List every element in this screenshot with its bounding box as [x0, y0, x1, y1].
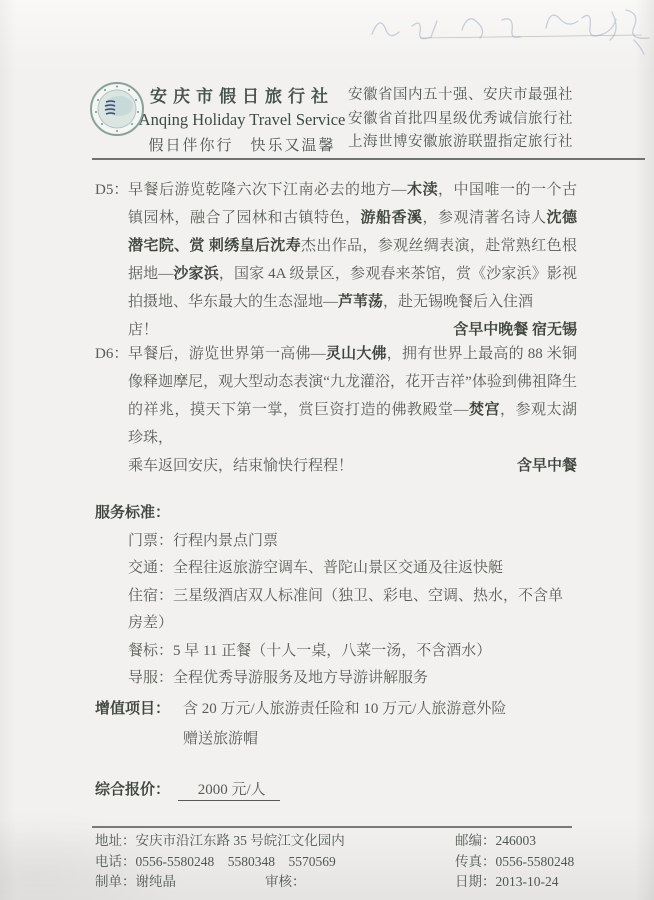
- itinerary-day-d6: [95, 340, 577, 480]
- fax-field: [455, 852, 574, 873]
- preparer-label: 制单：: [95, 874, 136, 889]
- body-text: 杰出作品，参观丝绸表演，赴常熟红色根据地—: [128, 238, 577, 282]
- address-value: 安庆市沿江东路 35 号皖江文化园内: [135, 833, 345, 848]
- highlighted-text: 木渎: [406, 182, 438, 198]
- body-text: ，赴无锡晚餐后入住酒: [383, 294, 534, 310]
- meal-note: 含早中餐: [516, 458, 577, 474]
- footer-row-address: [95, 831, 577, 852]
- value-added-label: 增值项目：: [95, 701, 171, 717]
- fax-label: 传真：: [455, 853, 496, 869]
- agency-header-block: [122, 82, 362, 155]
- day-closing-text: 乘车返回安庆，结束愉快行程程！: [128, 458, 354, 474]
- value-added-section: [95, 694, 577, 754]
- preparer-value: 谢纯晶: [135, 874, 176, 889]
- day-description: [128, 176, 577, 316]
- day-label: D5：: [95, 182, 129, 198]
- zip-label: 邮编：: [455, 833, 496, 848]
- header-divider: [92, 158, 645, 160]
- service-standards-heading: 服务标准：: [95, 505, 171, 521]
- footer-row-preparer: [95, 872, 577, 893]
- phone-label: 电话：: [95, 853, 136, 869]
- day-closing-line: [128, 452, 577, 480]
- fax-value: 0556-5580248: [495, 853, 575, 869]
- service-item: 导服：全程优秀导游服务及地方导游讲解服务: [128, 670, 429, 686]
- phone-value: 0556-5580248 5580348 5570569: [135, 853, 336, 869]
- body-text: ，参观太湖珍珠，: [128, 402, 577, 446]
- body-text: ，国家 4A 级景区，参观春来茶馆，赏《沙家浜》影视拍摄地、华东最大的生态湿地—: [128, 266, 577, 310]
- agency-name-cn: 安庆市假日旅行社: [150, 87, 334, 106]
- honor-line: 上海世博安徽旅游联盟指定旅行社: [348, 134, 573, 150]
- date-value: 2013-10-24: [495, 874, 559, 889]
- day-closing-text: 店！: [128, 322, 159, 338]
- day-description: [128, 340, 577, 452]
- highlighted-text: 焚宫: [468, 402, 500, 418]
- footer-divider: [92, 826, 572, 828]
- service-item: 门票：行程内景点门票: [128, 532, 279, 549]
- total-quote-label: 综合报价：: [95, 782, 171, 798]
- value-added-lines: [183, 694, 577, 754]
- meal-lodging-note: 含早中晚餐 宿无锡: [453, 322, 577, 338]
- service-standards-list: [95, 528, 577, 693]
- body-text: ，中国唯一的一个古镇园林，融合了园林和古镇特色，: [128, 182, 577, 226]
- highlighted-text: 游船香溪: [360, 210, 423, 226]
- day-label: D6：: [95, 346, 129, 362]
- honor-line: 安徽省首批四星级优秀诚信旅行社: [348, 110, 573, 127]
- highlighted-text: 沈德潜宅院、赏 刺绣皇后沈寿: [128, 210, 577, 254]
- honor-line: 安徽省国内五十强、安庆市最强社: [348, 87, 573, 103]
- itinerary-day-d5: [95, 176, 577, 344]
- highlighted-text: 灵山大佛: [325, 346, 387, 362]
- highlighted-text: 沙家浜: [173, 266, 219, 282]
- service-standards-section: [95, 500, 577, 693]
- zip-value: 246003: [495, 833, 536, 848]
- body-text: 早餐后，游览世界第一高佛—: [128, 346, 326, 362]
- reviewer-field: [265, 872, 306, 893]
- footer-row-phone: [95, 852, 577, 873]
- value-added-line: 含 20 万元/人旅游责任险和 10 万元/人旅游意外险: [183, 701, 507, 717]
- total-quote-row: [95, 778, 280, 801]
- service-item: 餐标：5 早 11 正餐（十人一桌，八菜一汤，不含酒水）: [128, 642, 492, 659]
- agency-honors-list: [348, 84, 623, 155]
- reviewer-label: 审核：: [265, 874, 306, 889]
- highlighted-text: 芦苇荡: [338, 294, 384, 310]
- date-field: [455, 872, 559, 893]
- body-text: ，拥有世界上最高的 88 米铜像释迦摩尼，观大型动态表演“九龙灌浴，花开吉祥”体验到佛祖降生的祥兆，摸天下第一掌，赏巨资打造的佛教殿堂—: [128, 346, 577, 418]
- total-quote-value: 2000 元/人: [178, 778, 280, 801]
- date-label: 日期：: [455, 874, 496, 889]
- service-item: 住宿：三星级酒店双人标准间（独卫、彩电、空调、热水，不含单房差）: [128, 587, 564, 631]
- handwriting-marks: [350, 0, 650, 60]
- agency-name-en: Anqing Holiday Travel Service: [138, 110, 346, 129]
- service-item: 交通：全程往返旅游空调车、普陀山景区交通及往返快艇: [128, 560, 504, 576]
- address-label: 地址：: [95, 833, 136, 848]
- footer-contact-block: [95, 831, 577, 893]
- agency-slogan: 假日伴你行 快乐又温馨: [148, 138, 336, 154]
- value-added-line: 赠送旅游帽: [183, 731, 259, 747]
- body-text: 早餐后游览乾隆六次下江南必去的地方—: [128, 182, 407, 198]
- body-text: ，参观清著名诗人: [422, 210, 547, 226]
- zip-field: [455, 831, 536, 852]
